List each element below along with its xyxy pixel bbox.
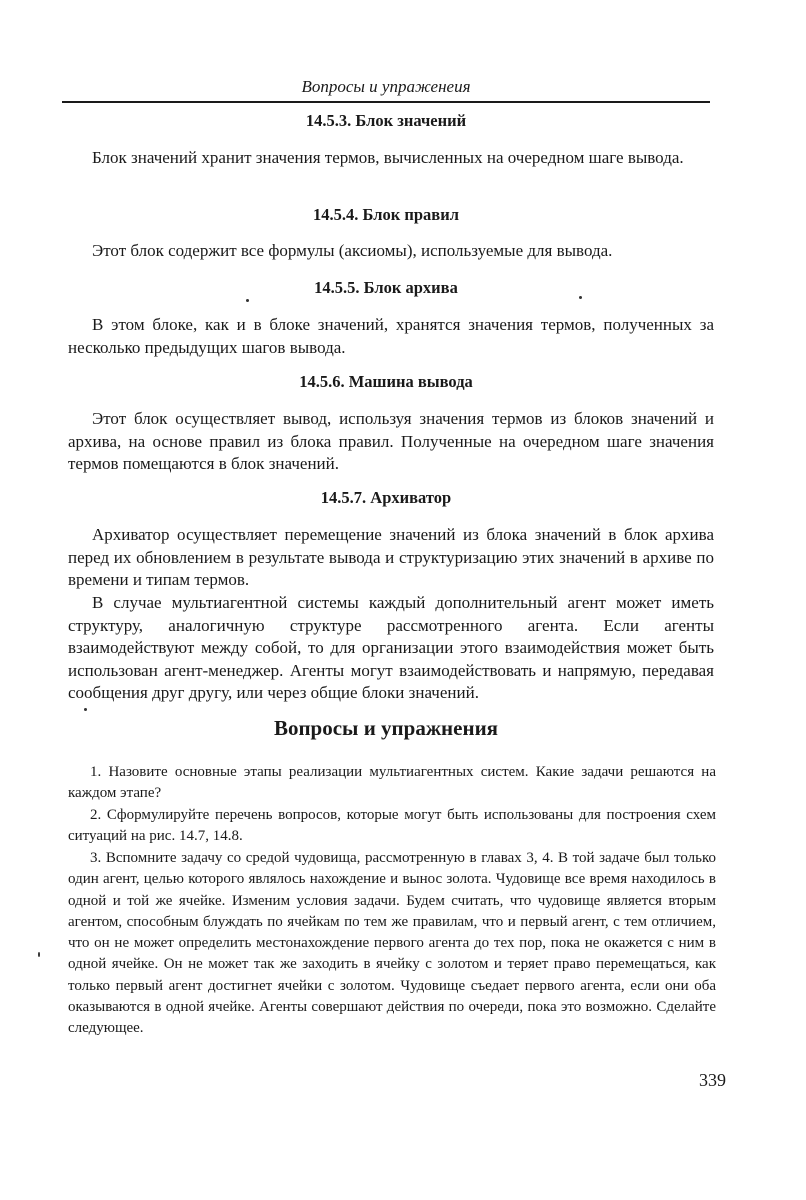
section-text-14-5-6: Этот блок осуществляет вывод, используя значения термов из блоков значений и архива, на основе правил из блока правил. Полученные на очередном шаге значения термов помещаются в блок значений. [68, 409, 714, 473]
section-title-14-5-7: 14.5.7. Архиватор [320, 488, 452, 507]
section-title-14-5-4: 14.5.4. Блок правил [313, 205, 459, 224]
scan-speck [579, 296, 582, 299]
scan-speck [84, 708, 87, 711]
section-title-14-5-5: 14.5.5. Блок архива [314, 278, 458, 297]
section-text-14-5-7-continued: В случае мультиагентной системы каждый дополнительный агент может иметь структуру, аналогичную структуре рассмотренного агента. Если агенты взаимодействуют между собой, то для организации этого взаимодействия может быть использован агент-менеджер. Агенты могут взаимодействовать и напрямую, передавая сообщения друг другу, или через общие блоки значений. [68, 593, 714, 702]
exercise-item: 2. Сформулируйте перечень вопросов, которые могут быть использованы для построения схем ситуаций на рис. 14.7, 14.8. [68, 807, 716, 845]
exercises-heading: Вопросы и упражнения [273, 716, 499, 740]
section-title-14-5-6: 14.5.6. Машина вывода [299, 372, 473, 391]
exercise-item: 3. Вспомните задачу со средой чудовища, рассмотренную в главах 3, 4. В той задаче был только один агент, целью которого являлось нахождение и вынос золота. Чудовище все время находилось в одной и той же ячейке. Изменим условия задачи. Будем считать, что чудовище является вторым агентом, способным блуждать по ячейкам по тем же правилам, что и первый агент, с тем отличием, что он не может определить местонахождение первого агента до тех пор, пока не окажется с ним в одной ячейке. Он не может так же заходить в ячейку с золотом и теряет право перемещаться, как только первый агент достигнет ячейки с золотом. Чудовище съедает первого агента, если они оба оказываются в одной ячейке. Агенты совершают действия по очереди, пока это возможно. Сделайте следующее. [68, 850, 716, 1037]
scan-speck [246, 299, 249, 302]
section-text-14-5-4: Этот блок содержит все формулы (аксиомы), используемые для вывода. [92, 241, 613, 260]
running-header: Вопросы и упраженеия [62, 76, 710, 103]
page-number: 339 [699, 1070, 726, 1090]
exercise-item: 1. Назовите основные этапы реализации мультиагентных систем. Какие задачи решаются на каждом этапе? [68, 764, 716, 802]
section-text-14-5-3: Блок значений хранит значения термов, вычисленных на очередном шаге вывода. [92, 148, 684, 167]
section-text-14-5-5: В этом блоке, как и в блоке значений, хранятся значения термов, полученных за несколько предыдущих шагов вывода. [68, 315, 714, 357]
scan-speck [38, 952, 40, 957]
section-text-14-5-7: Архиватор осуществляет перемещение значений из блока значений в блок архива перед их обновлением в результате вывода и структуризацию этих значений в архиве по времени и типам термов. [68, 525, 714, 589]
section-title-14-5-3: 14.5.3. Блок значений [305, 111, 467, 130]
